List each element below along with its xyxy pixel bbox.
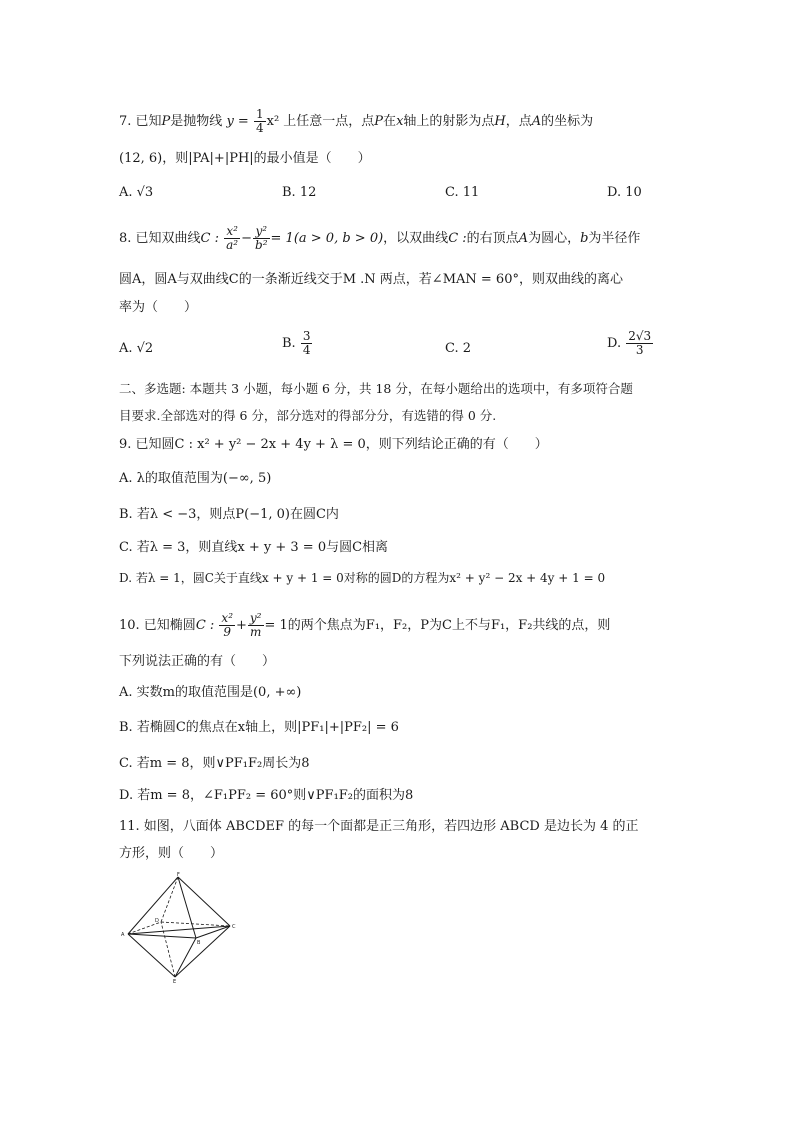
vertex-label-a: A: [121, 932, 125, 938]
q9-stem: 9. 已知圆C : x² + y² − 2x + 4y + λ = 0，则下列结论正确的有（ ）: [119, 437, 548, 452]
q11-stem-line1: 11. 如图，八面体 ABCDEF 的每一个面都是正三角形，若四边形 ABCD 是边长为 4 的正: [119, 819, 639, 834]
q7-option-d: D. 10: [607, 185, 642, 200]
q8-option-a: A. √2: [119, 341, 154, 356]
q7-option-b: B. 12: [282, 185, 317, 200]
q7-option-a: A. √3: [119, 185, 154, 200]
q8-option-d: D. $\frac{2√3}{3}$: [607, 329, 652, 357]
q10-option-c: C. 若m = 8，则∨PF₁F₂周长为8: [119, 756, 310, 771]
edge-ab: [128, 934, 196, 938]
q10-stem-line1: 10. 已知椭圆C : $\frac{\text{x²}}{9}$ + $\frac{\text{y²}}{m}$ = 1的两个焦点为F₁，F₂，P为C上不与F₁，F₂共线的点，则: [119, 611, 611, 639]
edge-ac-diagonal: [128, 926, 230, 934]
vertex-label-c: C: [232, 924, 236, 930]
q10-option-a: A. 实数m的取值范围是(0, +∞): [119, 685, 302, 700]
octahedron-figure: [118, 872, 240, 984]
vertex-label-b: B: [197, 940, 201, 946]
edge-eb: [175, 938, 196, 977]
q8-option-c: C. 2: [445, 341, 472, 356]
vertex-label-d: D: [155, 918, 159, 924]
edge-fc: [178, 877, 230, 926]
edge-dc-hidden: [161, 922, 230, 926]
q8-option-d-fraction: $\frac{2√3}{3}$: [628, 329, 652, 357]
vertex-label-f: F: [177, 872, 180, 878]
q7-fraction: $\frac{1}{4}$: [255, 107, 264, 135]
edge-fd-hidden: [161, 877, 178, 922]
section2-heading-line2: 目要求.全部选对的得 6 分，部分选对的得部分分，有选错的得 0 分.: [119, 408, 497, 423]
q10-fraction-y: $\frac{\text{y²}}{m}$: [249, 611, 262, 639]
q9-option-d: D. 若λ = 1，圆C关于直线x + y + 1 = 0对称的圆D的方程为x² + y² − 2x + 4y + 1 = 0: [119, 571, 606, 585]
section2-heading-line1: 二、多选题: 本题共 3 小题，每小题 6 分，共 18 分，在每小题给出的选项中，有多项符合题: [119, 381, 633, 396]
q9-option-c: C. 若λ = 3，则直线x + y + 3 = 0与圆C相离: [119, 540, 389, 555]
edge-ea: [128, 934, 175, 977]
q9-option-b: B. 若λ < −3，则点P(−1, 0)在圆C内: [119, 507, 339, 522]
q8-option-b: B. $\frac{3}{4}$: [282, 329, 311, 357]
edge-ec: [175, 926, 230, 977]
q8-fraction-x: $\frac{\text{x²}}{\text{a²}}$: [226, 224, 239, 252]
q10-stem-line2: 下列说法正确的有（ ）: [119, 654, 276, 669]
q7-stem-line1: 7. 已知P是抛物线 y = $\frac{1}{4}$ x² 上任意一点，点P在x轴上的射影为点H，点A的坐标为: [119, 107, 594, 135]
q8-fraction-y: $\frac{\text{y²}}{\text{b²}}$: [255, 224, 268, 252]
q10-option-d: D. 若m = 8，∠F₁PF₂ = 60°则∨PF₁F₂的面积为8: [119, 788, 414, 803]
edge-fa: [128, 877, 178, 934]
vertex-label-e: E: [173, 979, 177, 984]
q8-stem-line3: 率为（ ）: [119, 300, 198, 315]
q8-stem-line2: 圆A，圆A与双曲线C的一条渐近线交于M .N 两点，若∠MAN = 60°，则双曲线的离心: [119, 272, 623, 287]
q10-option-b: B. 若椭圆C的焦点在x轴上，则|PF₁|+|PF₂| = 6: [119, 720, 399, 735]
q11-stem-line2: 方形，则（ ）: [119, 846, 224, 861]
q8-stem-line1: 8. 已知双曲线C : $\frac{\text{x²}}{\text{a²}}$ − $\frac{\text{y²}}{\text{b²}}$ = 1(a > 0, b > 0)，以双曲线C :的右顶点A为圆心，b为半径作: [119, 224, 641, 252]
q9-option-a: A. λ的取值范围为(−∞, 5): [119, 471, 272, 486]
q7-stem-line2: (12, 6)，则|PA|+|PH|的最小值是（ ）: [119, 151, 371, 166]
q10-fraction-x: $\frac{\text{x²}}{9}$: [221, 611, 233, 639]
q8-option-b-fraction: $\frac{3}{4}$: [302, 329, 311, 357]
q7-option-c: C. 11: [445, 185, 480, 200]
